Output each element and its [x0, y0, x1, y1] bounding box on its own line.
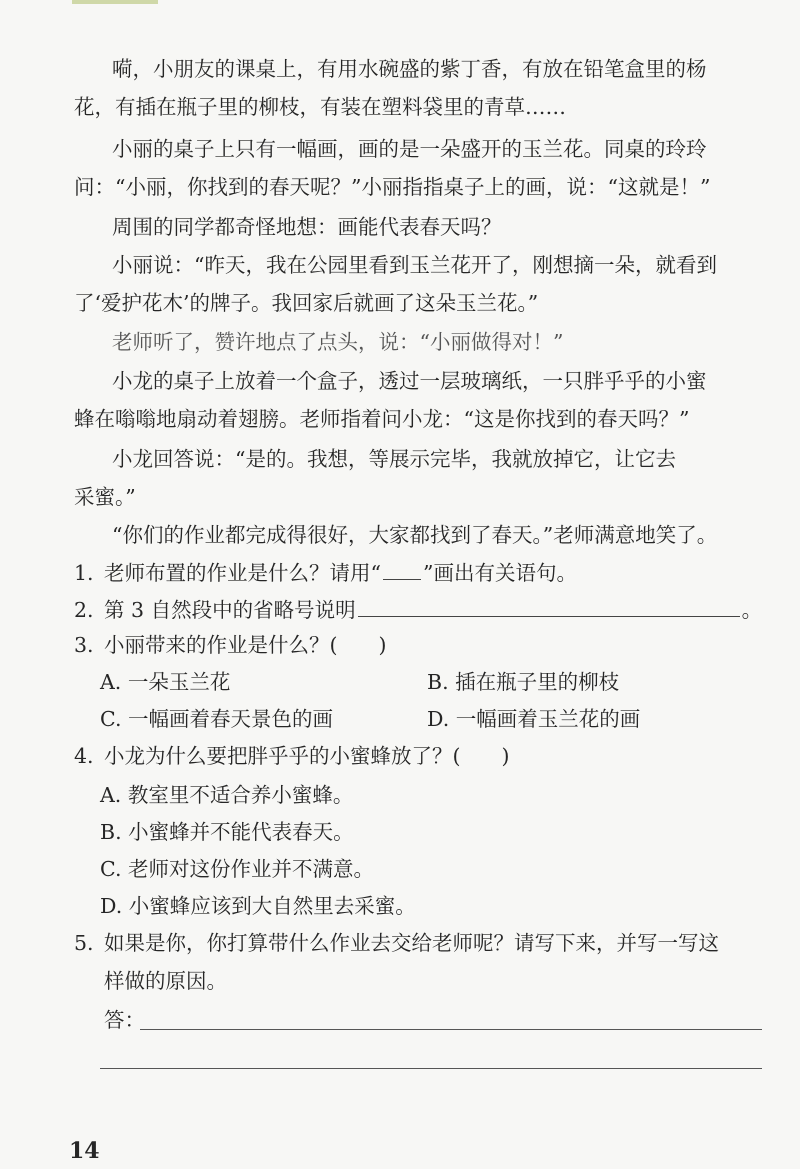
question-text: 老师布置的作业是什么？请用“ [104, 561, 381, 585]
passage-line: 老师听了，赞许地点了点头，说：“小丽做得对！” [112, 330, 564, 354]
page-number: 14 [69, 1138, 100, 1164]
question-text: ”画出有关语句。 [422, 561, 577, 585]
question-text: 小丽带来的作业是什么？( ) [104, 633, 387, 657]
passage-line: 了‘爱护花木’的牌子。我回家后就画了这朵玉兰花。” [74, 291, 539, 315]
passage-line: 小龙的桌子上放着一个盒子，透过一层玻璃纸，一只胖乎乎的小蜜 [112, 369, 707, 393]
option-a[interactable]: A. 一朵玉兰花 [100, 670, 231, 694]
question-3 [74, 630, 800, 660]
question-number: 1. [74, 561, 94, 585]
question-text: 。 [741, 598, 763, 622]
passage-line: 周围的同学都奇怪地想：画能代表春天吗？ [112, 215, 502, 239]
answer-line[interactable] [140, 1029, 762, 1030]
passage-line: 花，有插在瓶子里的柳枝，有装在塑料袋里的青草…… [74, 95, 566, 119]
question-text: 第 3 自然段中的省略号说明 [104, 598, 356, 622]
question-text: 小龙为什么要把胖乎乎的小蜜蜂放了？( ) [104, 744, 510, 768]
option-d[interactable]: D. 小蜜蜂应该到大自然里去采蜜。 [100, 894, 416, 918]
answer-blank[interactable] [358, 596, 740, 617]
passage-line: 小龙回答说：“是的。我想，等展示完毕，我就放掉它，让它去 [112, 447, 676, 471]
option-b[interactable]: B. 插在瓶子里的柳枝 [427, 670, 620, 694]
question-number: 4. [74, 744, 94, 768]
question-number: 2. [74, 598, 94, 622]
passage-line: 小丽的桌子上只有一幅画，画的是一朵盛开的玉兰花。同桌的玲玲 [112, 137, 707, 161]
question-1 [74, 558, 800, 588]
question-text: 如果是你，你打算带什么作业去交给老师呢？请写下来，并写一写这 [104, 931, 719, 955]
question-4 [74, 741, 800, 771]
question-number: 5. [74, 931, 94, 955]
top-edge-mark [72, 0, 158, 4]
passage-line: 采蜜。” [74, 485, 136, 509]
question-number: 3. [74, 633, 94, 657]
option-a[interactable]: A. 教室里不适合养小蜜蜂。 [100, 783, 354, 807]
passage-line: 问：“小丽，你找到的春天呢？”小丽指指桌子上的画，说：“这就是！” [74, 175, 711, 199]
answer-line[interactable] [100, 1068, 762, 1069]
option-c[interactable]: C. 一幅画着春天景色的画 [100, 707, 333, 731]
option-row [100, 704, 800, 734]
option-c[interactable]: C. 老师对这份作业并不满意。 [100, 857, 374, 881]
question-2 [74, 595, 800, 625]
option-d[interactable]: D. 一幅画着玉兰花的画 [427, 707, 641, 731]
passage-line: 小丽说：“昨天，我在公园里看到玉兰花开了，刚想摘一朵，就看到 [112, 253, 717, 277]
answer-label: 答： [104, 1008, 145, 1032]
question-text-cont: 样做的原因。 [104, 969, 227, 993]
question-5 [74, 928, 800, 958]
underline-sample [383, 561, 421, 580]
passage-line: 蜂在嗡嗡地扇动着翅膀。老师指着问小龙：“这是你找到的春天吗？” [74, 407, 690, 431]
passage-line: 嗬，小朋友的课桌上，有用水碗盛的紫丁香，有放在铅笔盒里的杨 [112, 57, 707, 81]
option-b[interactable]: B. 小蜜蜂并不能代表春天。 [100, 820, 354, 844]
option-row [100, 667, 800, 697]
passage-line: “你们的作业都完成得很好，大家都找到了春天。”老师满意地笑了。 [112, 523, 718, 547]
